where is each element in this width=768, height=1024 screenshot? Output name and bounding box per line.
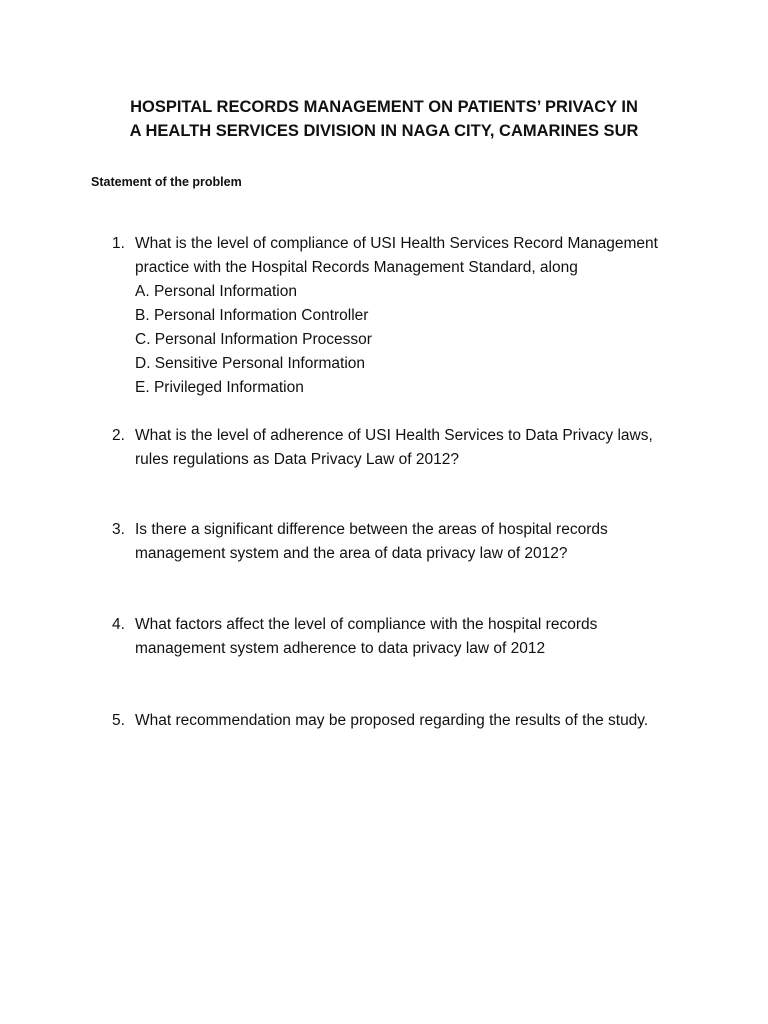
question-line: What recommendation may be proposed regarding the results of the study. (135, 712, 649, 729)
question-line: What is the level of compliance of USI Health Services Record Management (135, 235, 658, 252)
sub-item: C. Personal Information Processor (135, 331, 372, 348)
sub-item: D. Sensitive Personal Information (135, 355, 366, 372)
question-item (112, 232, 712, 400)
question-text (135, 232, 712, 400)
document-title (0, 95, 768, 143)
question-item (112, 613, 712, 661)
question-item (112, 424, 712, 472)
section-heading: Statement of the problem (91, 175, 242, 189)
question-line: practice with the Hospital Records Management Standard, along (135, 259, 578, 276)
question-line: What is the level of adherence of USI Health Services to Data Privacy laws, (135, 427, 653, 444)
title-line: HOSPITAL RECORDS MANAGEMENT ON PATIENTS’ PRIVACY IN (130, 98, 638, 116)
sub-item: B. Personal Information Controller (135, 307, 369, 324)
question-line: management system and the area of data privacy law of 2012? (135, 545, 568, 562)
question-text (135, 709, 712, 733)
question-text (135, 518, 712, 566)
question-number: 5. (112, 712, 125, 729)
title-line: A HEALTH SERVICES DIVISION IN NAGA CITY, CAMARINES SUR (129, 122, 639, 140)
question-number: 3. (112, 521, 125, 538)
question-number: 2. (112, 427, 125, 444)
question-item (112, 709, 712, 733)
question-line: rules regulations as Data Privacy Law of 2012? (135, 451, 459, 468)
question-item (112, 518, 712, 566)
question-number: 4. (112, 616, 125, 633)
sub-item: E. Privileged Information (135, 379, 304, 396)
question-text (135, 613, 712, 661)
question-line: What factors affect the level of compliance with the hospital records (135, 616, 598, 633)
question-number: 1. (112, 235, 125, 252)
question-line: management system adherence to data privacy law of 2012 (135, 640, 546, 657)
question-text (135, 424, 712, 472)
question-line: Is there a significant difference between the areas of hospital records (135, 521, 608, 538)
sub-item: A. Personal Information (135, 283, 297, 300)
